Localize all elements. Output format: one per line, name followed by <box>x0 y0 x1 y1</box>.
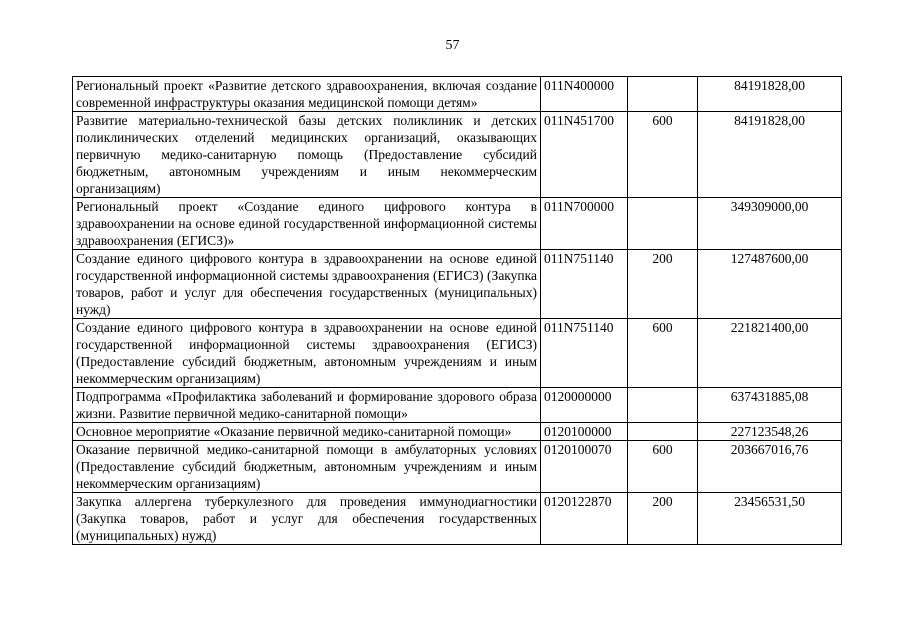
table-row <box>73 441 842 493</box>
table-row <box>73 319 842 388</box>
row-amount: 84191828,00 <box>698 112 842 198</box>
row-amount: 227123548,26 <box>698 423 842 441</box>
row-name: Региональный проект «Создание единого цифрового контура в здравоохранении на основе единой государственной информационной системы здравоохранения (ЕГИСЗ)» <box>73 198 541 250</box>
table-row <box>73 493 842 545</box>
row-code: 011N751140 <box>541 319 628 388</box>
row-expense-type <box>628 423 698 441</box>
row-code: 0120000000 <box>541 388 628 423</box>
row-amount: 637431885,08 <box>698 388 842 423</box>
table-row <box>73 77 842 112</box>
row-expense-type: 600 <box>628 112 698 198</box>
row-name: Создание единого цифрового контура в здравоохранении на основе единой государственной информационной системы здравоохранения (ЕГИСЗ) (Закупка товаров, работ и услуг для обеспечения государственных (муниципальных) нужд) <box>73 250 541 319</box>
row-code: 0120122870 <box>541 493 628 545</box>
row-amount: 221821400,00 <box>698 319 842 388</box>
row-name: Оказание первичной медико-санитарной помощи в амбулаторных условиях (Предоставление субсидий бюджетным, автономным учреждениям и иным некоммерческим организациям) <box>73 441 541 493</box>
table-row <box>73 198 842 250</box>
row-amount: 203667016,76 <box>698 441 842 493</box>
row-expense-type: 200 <box>628 250 698 319</box>
row-name: Создание единого цифрового контура в здравоохранении на основе единой государственной информационной системы здравоохранения (ЕГИСЗ) (Предоставление субсидий бюджетным, автономным учреждениям и иным некоммерческим организациям) <box>73 319 541 388</box>
row-expense-type: 600 <box>628 441 698 493</box>
row-expense-type <box>628 198 698 250</box>
budget-table <box>72 76 842 545</box>
row-amount: 23456531,50 <box>698 493 842 545</box>
table-row <box>73 388 842 423</box>
row-name: Развитие материально-технической базы детских поликлиник и детских поликлинических отделений медицинских организаций, оказывающих первичную медико-санитарную помощь (Предоставление субсидий бюджетным, автономным учреждениям и иным некоммерческим организациям) <box>73 112 541 198</box>
row-code: 0120100000 <box>541 423 628 441</box>
table-row <box>73 423 842 441</box>
row-code: 011N400000 <box>541 77 628 112</box>
row-name: Региональный проект «Развитие детского здравоохранения, включая создание современной инфраструктуры оказания медицинской помощи детям» <box>73 77 541 112</box>
page-number: 57 <box>445 38 460 53</box>
row-amount: 127487600,00 <box>698 250 842 319</box>
row-code: 011N451700 <box>541 112 628 198</box>
table-row <box>73 112 842 198</box>
row-code: 011N700000 <box>541 198 628 250</box>
row-amount: 349309000,00 <box>698 198 842 250</box>
row-name: Закупка аллергена туберкулезного для проведения иммунодиагностики (Закупка товаров, работ и услуг для обеспечения государственных (муниципальных) нужд) <box>73 493 541 545</box>
table-row <box>73 250 842 319</box>
row-expense-type <box>628 388 698 423</box>
row-code: 0120100070 <box>541 441 628 493</box>
row-expense-type: 200 <box>628 493 698 545</box>
row-code: 011N751140 <box>541 250 628 319</box>
row-name: Основное мероприятие «Оказание первичной медико-санитарной помощи» <box>73 423 541 441</box>
row-expense-type: 600 <box>628 319 698 388</box>
row-amount: 84191828,00 <box>698 77 842 112</box>
row-expense-type <box>628 77 698 112</box>
row-name: Подпрограмма «Профилактика заболеваний и формирование здорового образа жизни. Развитие первичной медико-санитарной помощи» <box>73 388 541 423</box>
